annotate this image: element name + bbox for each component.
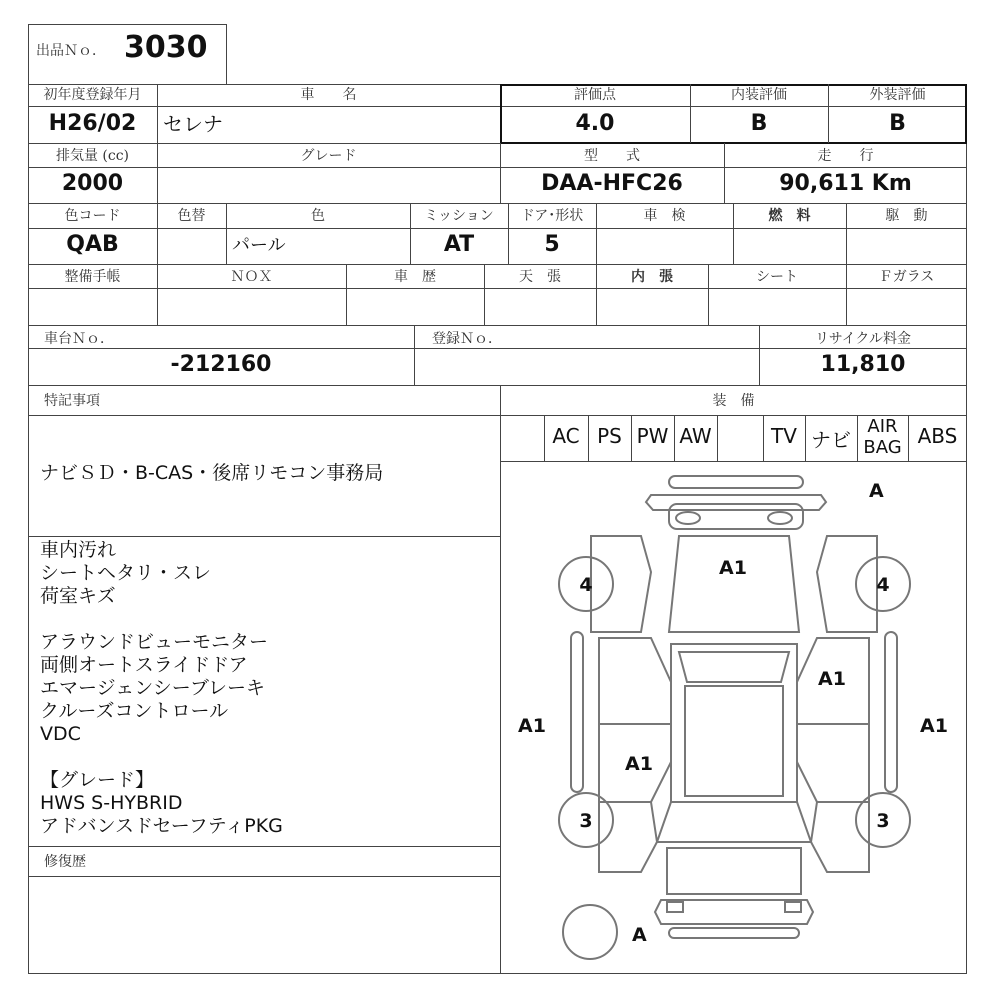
- door-label: ドア･形状: [520, 208, 584, 224]
- equip-navi: ナビ: [811, 428, 851, 452]
- car-name-label: 車 名: [300, 87, 357, 103]
- mark-tire-rr: 3: [876, 810, 890, 832]
- equip-airbag: AIR BAG: [863, 416, 902, 458]
- interior-value: B: [750, 111, 768, 136]
- first-reg-label: 初年度登録年月: [43, 87, 142, 103]
- grade-label: グレード: [300, 148, 357, 164]
- car-diagram: [501, 462, 967, 974]
- drive-label: 駆 動: [885, 208, 928, 224]
- color-value: パール: [232, 235, 286, 256]
- note-line: VDC: [40, 723, 81, 745]
- door-value: 5: [544, 232, 560, 257]
- color-code-label: 色コード: [64, 208, 121, 224]
- history-label: 車 歴: [394, 269, 436, 285]
- model-value: DAA-HFC26: [541, 171, 683, 196]
- lot-number: 3030: [124, 30, 208, 65]
- note-line: 車内汚れ: [40, 539, 117, 561]
- mark-roof-right: A1: [818, 668, 846, 690]
- equip-pw: PW: [636, 424, 669, 448]
- interior-label: 内装評価: [731, 87, 787, 103]
- note-line: [40, 746, 283, 769]
- registration-label: 登録Ｎｏ．: [432, 331, 502, 347]
- mission-value: AT: [443, 232, 475, 257]
- note-line: [40, 608, 283, 631]
- note-line: 荷室キズ: [40, 585, 116, 607]
- mark-tire-rl: 3: [579, 810, 593, 832]
- special-label: 特記事項: [44, 393, 100, 409]
- note-line: アドバンスドセーフティPKG: [40, 815, 283, 837]
- car-name-value: セレナ: [163, 112, 223, 136]
- chassis-label: 車台Ｎｏ．: [44, 331, 114, 347]
- mark-tire-fl: 4: [579, 574, 593, 596]
- mark-tire-fr: 4: [876, 574, 890, 596]
- note-line: HWS S-HYBRID: [40, 792, 183, 814]
- color-change-label: 色替: [177, 208, 206, 224]
- nox-label: ＮＯＸ: [230, 269, 273, 285]
- mark-front: A: [869, 480, 884, 502]
- repair-label: 修復歴: [44, 854, 86, 870]
- mileage-value: 90,611 Km: [779, 171, 912, 196]
- special-notes: [40, 539, 283, 838]
- exterior-value: B: [889, 111, 906, 136]
- equip-aw: AW: [679, 424, 712, 448]
- seat-label: シート: [756, 269, 798, 285]
- note-line: 【グレード】: [40, 769, 155, 791]
- displacement-value: 2000: [61, 171, 124, 196]
- special-line1: ナビＳＤ・B-CAS・後席リモコン事務局: [40, 462, 384, 484]
- equipment-label: 装 備: [712, 393, 755, 409]
- mileage-label: 走 行: [817, 148, 874, 164]
- inspection-label: 車 検: [643, 208, 686, 224]
- lot-label: 出品Ｎｏ．: [36, 43, 106, 59]
- equip-ac: AC: [552, 424, 580, 448]
- mark-left-side: A1: [518, 715, 546, 737]
- mark-roof-left: A1: [625, 753, 653, 775]
- equip-tv: TV: [771, 424, 797, 448]
- sunroof-label: 天 張: [519, 269, 561, 285]
- recycle-label: リサイクル料金: [814, 331, 912, 347]
- score-label: 評価点: [574, 87, 616, 103]
- displacement-label: 排気量 (cc): [55, 148, 130, 164]
- note-line: クルーズコントロール: [40, 700, 229, 722]
- equip-ps: PS: [597, 424, 622, 448]
- mission-label: ミッション: [424, 208, 494, 224]
- note-line: アラウンドビューモニター: [40, 631, 269, 653]
- mark-rear: A: [632, 924, 647, 946]
- note-line: エマージェンシーブレーキ: [40, 677, 266, 699]
- note-line: 両側オートスライドドア: [40, 654, 248, 676]
- spare-tire-icon: [563, 905, 617, 959]
- maintenance-label: 整備手帳: [64, 269, 121, 285]
- note-line: シートヘタリ・スレ: [40, 562, 212, 584]
- first-reg-value: H26/02: [48, 111, 137, 136]
- glass-label: Ｆガラス: [878, 269, 935, 285]
- mark-right-side: A1: [920, 715, 948, 737]
- interior-trim-label: 内 張: [631, 269, 673, 285]
- model-label: 型 式: [584, 148, 640, 164]
- chassis-value: -212160: [170, 352, 272, 377]
- score-value: 4.0: [575, 111, 615, 136]
- color-code-value: QAB: [66, 232, 119, 257]
- recycle-value: 11,810: [820, 352, 906, 377]
- equip-abs: ABS: [917, 424, 958, 448]
- fuel-label: 燃 料: [768, 208, 811, 224]
- exterior-label: 外装評価: [869, 87, 926, 103]
- color-label: 色: [311, 208, 325, 224]
- mark-hood: A1: [719, 557, 747, 579]
